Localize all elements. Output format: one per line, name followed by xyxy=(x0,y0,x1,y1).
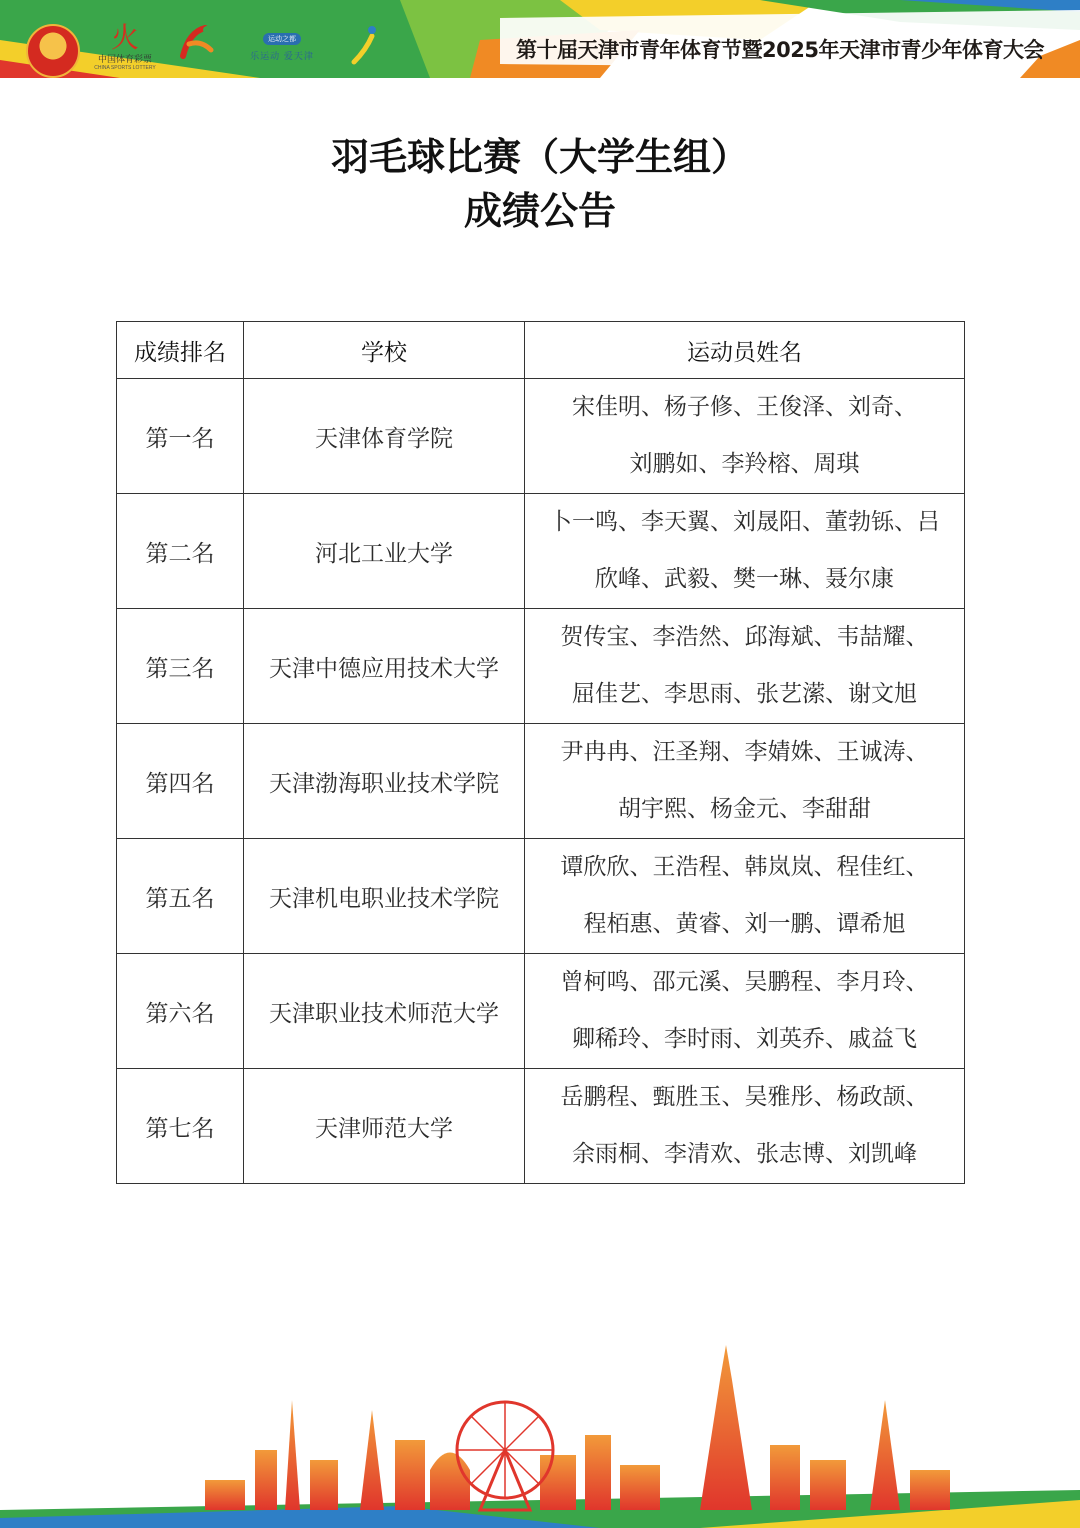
rank-cell: 第一名 xyxy=(117,379,244,494)
school-cell: 河北工业大学 xyxy=(244,494,525,609)
lottery-en-text: CHINA SPORTS LOTTERY xyxy=(94,64,156,71)
tianjin-skyline-illustration xyxy=(0,1340,1080,1528)
header-rank: 成绩排名 xyxy=(117,322,244,379)
athletes-line: 曾柯鸣、邵元溪、吴鹏程、李月玲、 xyxy=(560,969,929,995)
table-row xyxy=(117,494,965,609)
athletes-line: 刘鹏如、李羚榕、周琪 xyxy=(629,451,860,477)
table-row xyxy=(117,1069,965,1184)
athletes-line: 岳鹏程、甄胜玉、吴雅彤、杨政颉、 xyxy=(560,1084,929,1110)
table-row xyxy=(117,839,965,954)
athletes-line: 卿稀玲、李时雨、刘英乔、戚益飞 xyxy=(572,1026,917,1052)
swoosh-icon xyxy=(334,22,380,68)
header-athletes: 运动员姓名 xyxy=(525,322,965,379)
rank-cell: 第七名 xyxy=(117,1069,244,1184)
athletes-cell xyxy=(525,1069,965,1184)
athletes-cell xyxy=(525,609,965,724)
athletes-cell xyxy=(525,379,965,494)
athletes-line: 宋佳明、杨子修、王俊泽、刘奇、 xyxy=(572,394,917,420)
china-sports-lottery-logo xyxy=(92,22,158,72)
sport-slogan-text: 乐运动 爱天津 xyxy=(250,51,314,62)
rank-cell: 第六名 xyxy=(117,954,244,1069)
school-cell: 天津职业技术师范大学 xyxy=(244,954,525,1069)
athletes-cell xyxy=(525,494,965,609)
athletes-line: 余雨桐、李清欢、张志博、刘凯峰 xyxy=(572,1141,917,1167)
table-row xyxy=(117,724,965,839)
table-header-row xyxy=(117,322,965,379)
title-line-1: 羽毛球比赛（大学生组） xyxy=(330,134,749,179)
lottery-cn-text: 中国体育彩票 xyxy=(97,53,152,64)
header-banner xyxy=(0,0,1080,78)
sport-capital-logo xyxy=(244,22,320,72)
athletes-line: 尹冉冉、汪圣翔、李婧姝、王诚涛、 xyxy=(560,739,929,765)
school-cell: 天津中德应用技术大学 xyxy=(244,609,525,724)
table-row xyxy=(117,609,965,724)
rank-cell: 第四名 xyxy=(117,724,244,839)
runner-figure-icon xyxy=(175,22,219,62)
athletes-line: 卜一鸣、李天翼、刘晟阳、董勃铄、吕 xyxy=(549,509,940,535)
school-cell: 天津师范大学 xyxy=(244,1069,525,1184)
rank-cell: 第二名 xyxy=(117,494,244,609)
athletes-cell xyxy=(525,724,965,839)
results-table xyxy=(116,321,965,1184)
athletes-line: 谭欣欣、王浩程、韩岚岚、程佳红、 xyxy=(560,854,929,880)
rank-cell: 第五名 xyxy=(117,839,244,954)
document-title xyxy=(0,130,1080,238)
athletes-line: 胡宇熙、杨金元、李甜甜 xyxy=(618,796,871,822)
swoosh-logo xyxy=(334,22,384,72)
athletes-line: 程栢惠、黄睿、刘一鹏、谭希旭 xyxy=(583,911,906,937)
athletes-cell xyxy=(525,839,965,954)
header-school: 学校 xyxy=(244,322,525,379)
school-cell: 天津渤海职业技术学院 xyxy=(244,724,525,839)
youth-league-badge-logo xyxy=(26,24,80,78)
rank-cell: 第三名 xyxy=(117,609,244,724)
school-cell: 天津体育学院 xyxy=(244,379,525,494)
athletes-cell xyxy=(525,954,965,1069)
sport-tag-text: 运动之都 xyxy=(263,33,301,45)
athletes-line: 贺传宝、李浩然、邱海斌、韦喆耀、 xyxy=(560,624,929,650)
lottery-mark-icon: 火 xyxy=(110,20,139,54)
title-line-2: 成绩公告 xyxy=(463,188,616,233)
table-row xyxy=(117,954,965,1069)
athletes-line: 屈佳艺、李思雨、张艺潆、谢文旭 xyxy=(572,681,917,707)
event-title: 第十届天津市青年体育节暨2025年天津市青少年体育大会 xyxy=(516,38,1044,62)
athletes-line: 欣峰、武毅、樊一琳、聂尔康 xyxy=(595,566,894,592)
table-row xyxy=(117,379,965,494)
runner-logo xyxy=(175,22,223,72)
school-cell: 天津机电职业技术学院 xyxy=(244,839,525,954)
